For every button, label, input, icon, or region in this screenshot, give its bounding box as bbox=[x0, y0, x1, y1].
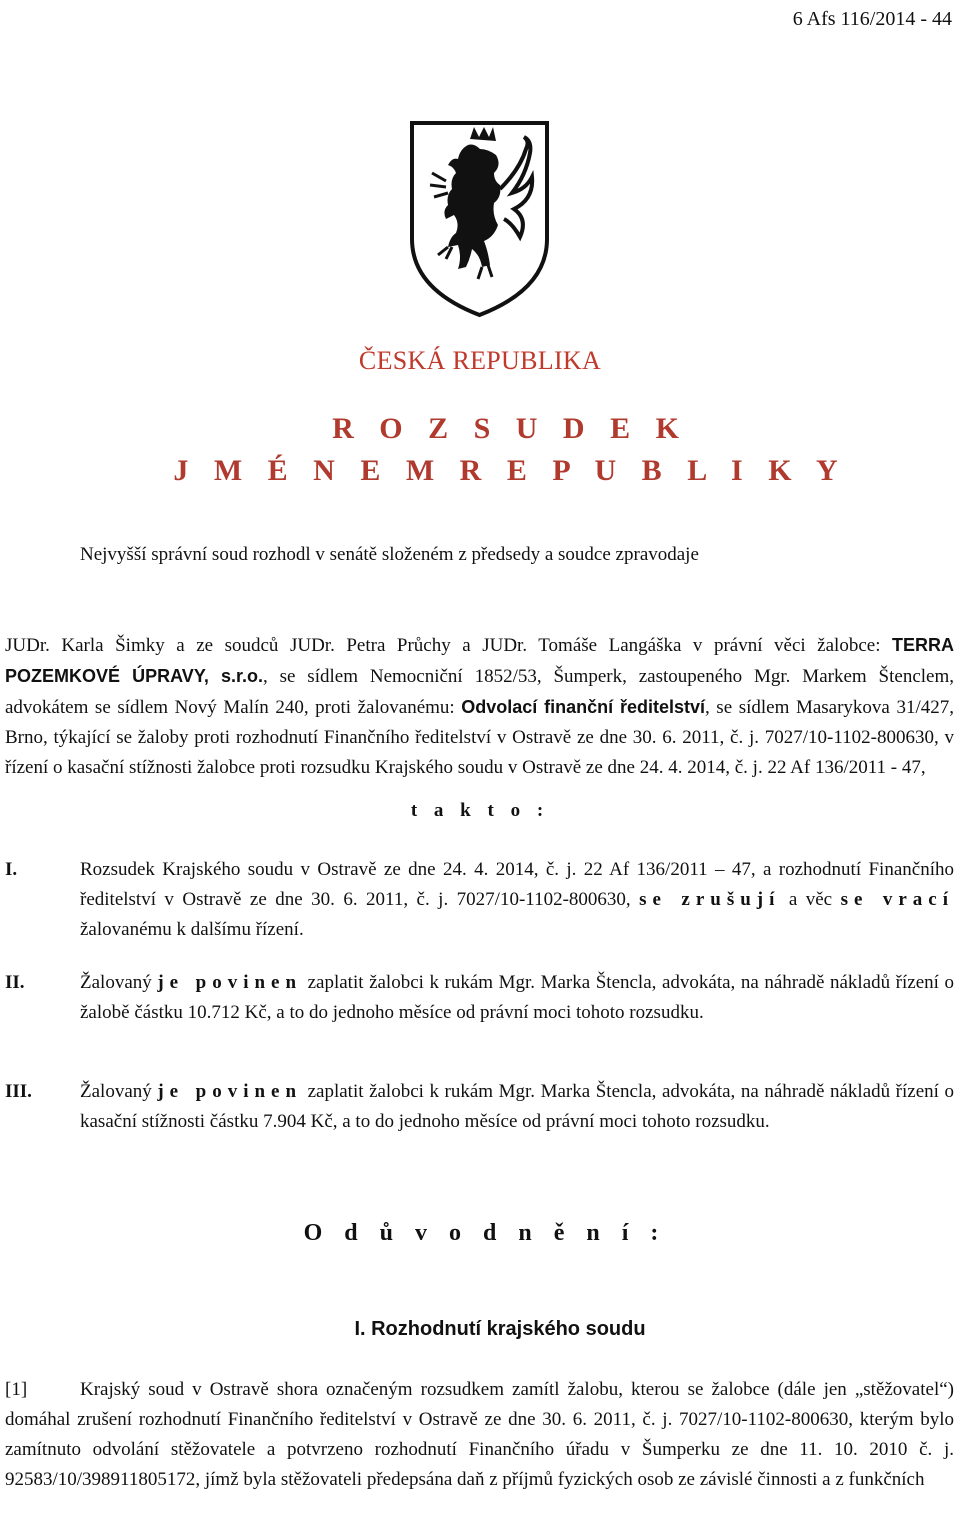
czech-lion-emblem-icon bbox=[408, 119, 551, 319]
item-text: a věc bbox=[780, 889, 841, 910]
verdict-item-2 bbox=[5, 968, 954, 1028]
plaintiff-name: TERRA POZEMKOVÉ ÚPRAVY, s.r.o. bbox=[5, 635, 954, 686]
paragraph-number: [1] bbox=[5, 1379, 28, 1400]
item-emphasis: je povinen bbox=[157, 1081, 303, 1102]
intro-paragraph bbox=[5, 630, 954, 783]
item-number: I. bbox=[5, 859, 18, 880]
item-text: zaplatit žalobci k rukám Mgr. Marka Štencla, advokáta, na náhradě nákladů řízení o kasační stížnosti částku 7.904 Kč, a to do jednoho měsíce od právní moci tohoto rozsudku. bbox=[80, 1081, 954, 1132]
verdict-item-3 bbox=[5, 1077, 954, 1137]
intro-line-1: Nejvyšší správní soud rozhodl v senátě složeném z předsedy a soudce zpravodaje bbox=[80, 544, 699, 565]
intro-first-line bbox=[80, 540, 954, 570]
verdict-item-1 bbox=[5, 855, 954, 945]
document-reference: 6 Afs 116/2014 - 44 bbox=[792, 8, 952, 30]
item-number: III. bbox=[5, 1081, 32, 1102]
verdict-title-line-2: J M É N E M R E P U B L I K Y bbox=[173, 454, 847, 487]
intro-text-2: , se sídlem Nemocniční 1852/53, Šumperk, zastoupeného Mgr. Markem Štenclem, advokátem se sídlem Nový Malín 240, proti žalovanému: bbox=[5, 666, 954, 718]
paragraph-1 bbox=[5, 1375, 954, 1495]
verdict-title-line-1: R O Z S U D E K bbox=[332, 412, 688, 445]
item-text: žalovanému k dalšímu řízení. bbox=[80, 919, 304, 940]
item-number: II. bbox=[5, 972, 25, 993]
paragraph-text: Krajský soud v Ostravě shora označeným rozsudkem zamítl žalobu, kterou se žalobce (dále jen „stěžovatel“) domáhal zrušení rozhodnutí Finančního ředitelství v Ostravě ze dne 30. 6. 2011, č. j. 7027/10-1102-800630, kterým bylo zamítnuto odvolání stěžovatele a potvrzeno rozhodnutí Finančního úřadu v Šumperku ze dne 11. 10. 2010 č. j. 92583/10/398911805172, jímž byla stěžovateli předepsána daň z příjmů fyzických osob ze závislé činnosti a z funkčních bbox=[5, 1379, 954, 1490]
reasoning-heading: O d ů v o d n ě n í : bbox=[303, 1220, 667, 1246]
verdict-title bbox=[0, 408, 960, 492]
item-text: Rozsudek Krajského soudu v Ostravě ze dne 24. 4. 2014, č. j. 22 Af 136/2011 – 47, a rozhodnutí Finančního ředitelství v Ostravě ze dne 30. 6. 2011, č. j. 7027/10-1102-800630, bbox=[80, 859, 954, 910]
item-emphasis: se vrací bbox=[840, 889, 954, 910]
item-text: Žalovaný bbox=[80, 1081, 158, 1102]
item-text: zaplatit žalobci k rukám Mgr. Marka Štencla, advokáta, na náhradě nákladů řízení o žalobě částku 10.712 Kč, a to do jednoho měsíce od právní moci tohoto rozsudku. bbox=[80, 972, 954, 1023]
takto-heading: t a k t o : bbox=[410, 800, 550, 821]
item-emphasis: se zrušují bbox=[639, 889, 781, 910]
country-name: ČESKÁ REPUBLIKA bbox=[358, 346, 602, 375]
defendant-name: Odvolací finanční ředitelství bbox=[461, 697, 705, 717]
intro-text-1: JUDr. Karla Šimky a ze soudců JUDr. Petra Průchy a JUDr. Tomáše Langáška v právní věci žalobce: bbox=[5, 635, 892, 656]
item-emphasis: je povinen bbox=[157, 972, 303, 993]
item-text: Žalovaný bbox=[80, 972, 158, 993]
intro-text-3: , se sídlem Masarykova 31/427, Brno, týkající se žaloby proti rozhodnutí Finančního ředitelství v Ostravě ze dne 30. 6. 2011, č. j. 7027/10-1102-800630, v řízení o kasační stížnosti žalobce proti rozsudku Krajského soudu v Ostravě ze dne 24. 4. 2014, č. j. 22 Af 136/2011 - 47, bbox=[5, 697, 954, 778]
section-heading: I. Rozhodnutí krajského soudu bbox=[354, 1318, 646, 1340]
